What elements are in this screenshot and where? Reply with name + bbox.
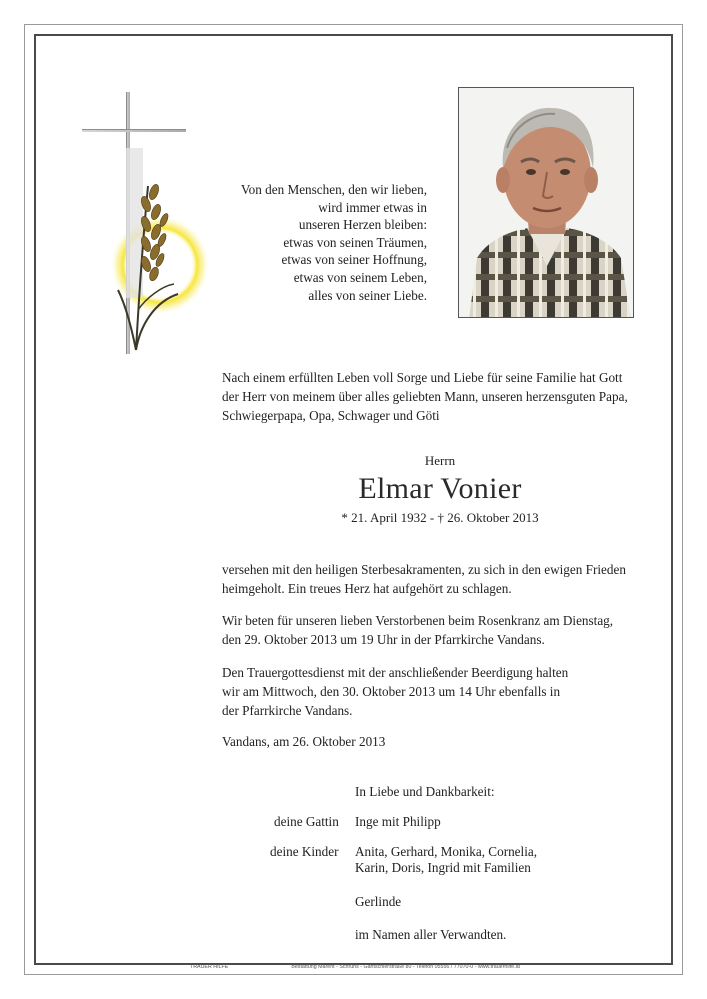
poem-line: etwas von seiner Hoffnung, (281, 252, 427, 268)
portrait-image (459, 88, 634, 318)
intro-line: Schwiegerpapa, Opa, Schwager und Göti (222, 408, 440, 424)
paragraph-homecoming (222, 560, 672, 598)
children-names-line: Karin, Doris, Ingrid mit Familien (355, 860, 531, 875)
poem-line: etwas von seinem Leben, (293, 269, 427, 285)
paragraph-line: Wir beten für unseren lieben Verstorbenen beim Rosenkranz am Dienstag, (222, 613, 614, 628)
footer-contact: Bestattung Marent - Schruns - Gantschierstraße 80 - Telefon 05556 / 77070-0 - www.trauerhilfe.at (291, 964, 520, 970)
memorial-poem (180, 181, 427, 304)
spouse-label: deine Gattin (274, 814, 339, 829)
children-names-line: Anita, Gerhard, Monika, Cornelia, (355, 844, 538, 859)
life-dates: * 21. April 1932 - † 26. Oktober 2013 (341, 510, 539, 525)
intro-line: Nach einem erfüllten Leben voll Sorge und Liebe für seine Familie hat Gott (222, 370, 623, 385)
portrait-photo (458, 87, 634, 318)
poem-line: alles von seiner Liebe. (308, 287, 427, 303)
honorific: Herrn (424, 453, 456, 468)
paragraph-line: wir am Mittwoch, den 30. Oktober 2013 um 14 Uhr ebenfalls in (222, 684, 561, 700)
place-date (222, 732, 672, 751)
intro-text (222, 368, 662, 426)
poem-line: etwas von seinen Träumen, (283, 234, 427, 250)
closing-line: im Namen aller Verwandten. (355, 927, 507, 942)
deceased-name: Elmar Vonier (358, 472, 522, 505)
paragraph-line: Vandans, am 26. Oktober 2013 (222, 734, 386, 749)
paragraph-line: der Pfarrkirche Vandans. (222, 703, 353, 719)
footer-logo-text: TRAUER HILFE (190, 964, 229, 970)
other-mourner: Gerlinde (355, 894, 402, 909)
intro-line: der Herr von meinem über alles geliebten Mann, unseren herzensguten Papa, (222, 389, 628, 405)
poem-line: Von den Menschen, den wir lieben, (240, 182, 427, 197)
paragraph-line: den 29. Oktober 2013 um 19 Uhr in der Pfarrkirche Vandans. (222, 632, 545, 648)
paragraph-funeral (222, 663, 672, 721)
children-label: deine Kinder (270, 844, 339, 859)
paragraph-line: Den Trauergottesdienst mit der anschließender Beerdigung halten (222, 665, 569, 680)
poem-line: wird immer etwas in (318, 199, 427, 215)
paragraph-line: versehen mit den heiligen Sterbesakramenten, zu sich in den ewigen Frieden (222, 562, 626, 577)
spouse-names: Inge mit Philipp (355, 814, 441, 829)
mourners-heading: In Liebe und Dankbarkeit: (355, 784, 495, 799)
paragraph-line: heimgeholt. Ein treues Herz hat aufgehört zu schlagen. (222, 581, 512, 597)
footer (190, 964, 520, 970)
paragraph-rosary (222, 611, 672, 649)
poem-line: unseren Herzen bleiben: (298, 217, 427, 233)
